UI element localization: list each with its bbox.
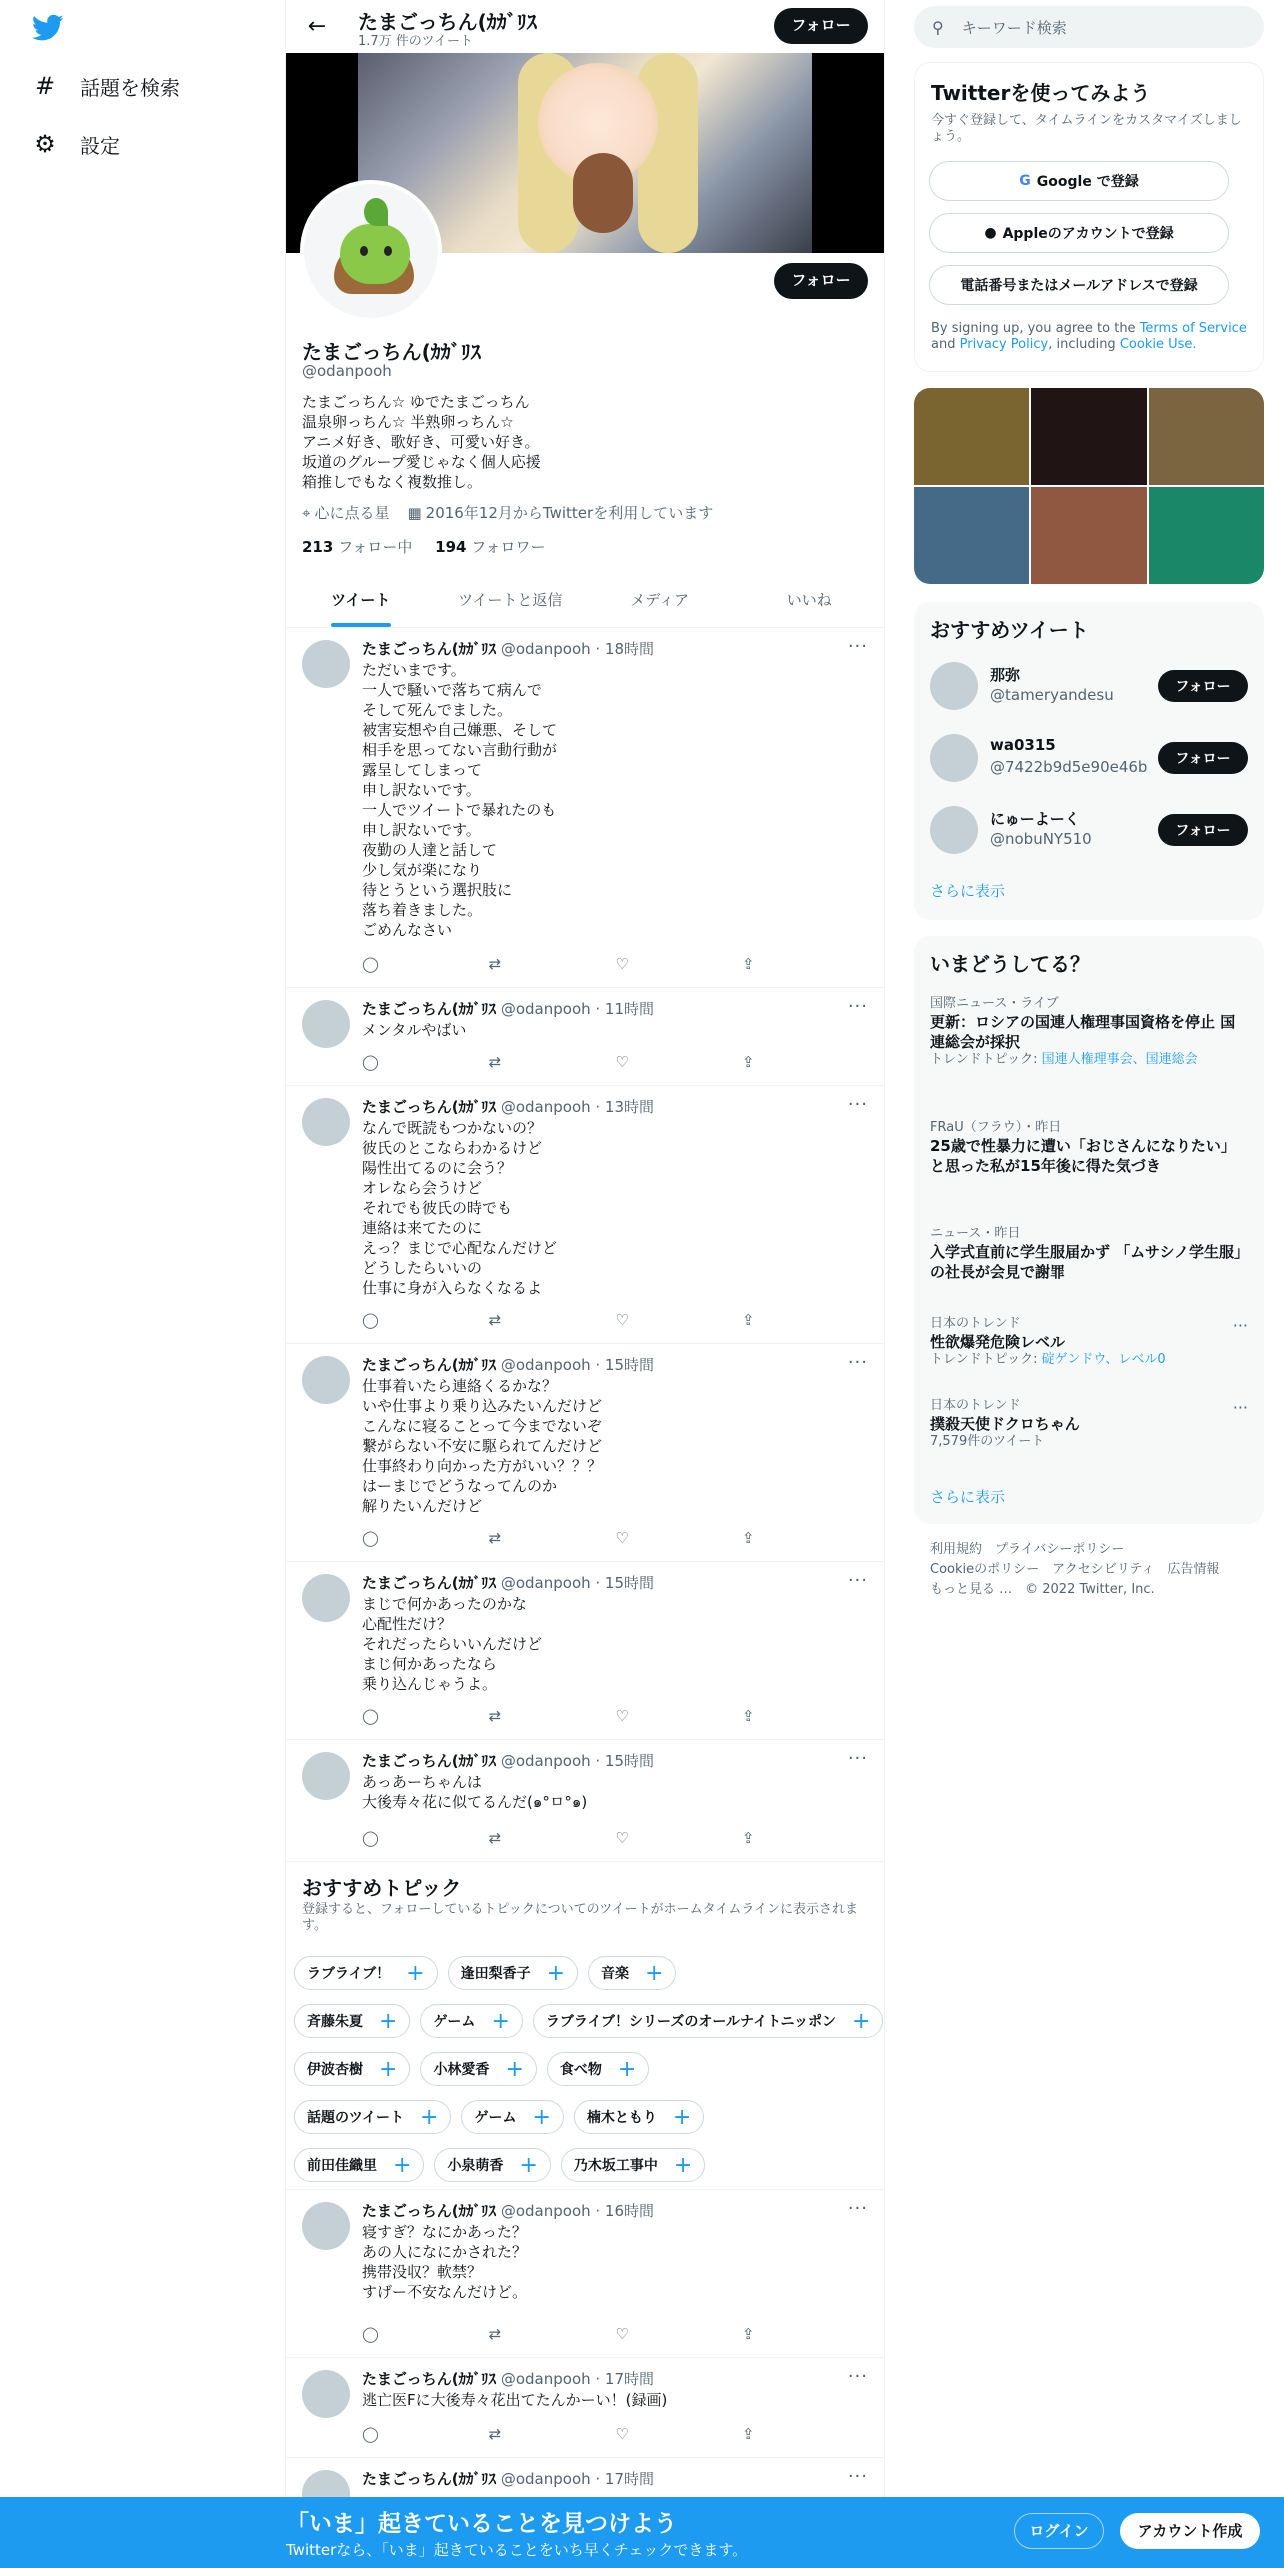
trend-item[interactable] — [930, 1398, 1248, 1450]
trend-topic-link[interactable]: 碇ゲンドウ、レベル0 — [1041, 1352, 1166, 1367]
footer-links — [930, 1540, 1250, 1600]
tweet-avatar[interactable] — [302, 640, 350, 688]
share-icon[interactable]: ⇪ — [741, 2325, 755, 2343]
follow-button[interactable]: フォロー — [1158, 670, 1248, 702]
search-box[interactable] — [914, 6, 1264, 48]
retweet-icon[interactable]: ⇄ — [488, 1529, 502, 1547]
tweet[interactable] — [286, 2190, 884, 2358]
like-icon[interactable]: ♡ — [615, 1529, 629, 1547]
tweet-meta: @odanpooh · 18時間 — [500, 640, 655, 658]
retweet-icon[interactable]: ⇄ — [488, 2425, 502, 2443]
plus-icon[interactable]: + — [519, 2152, 538, 2178]
topic-label: 前田佳織里 — [307, 2158, 377, 2174]
phone-signup-button[interactable] — [929, 265, 1229, 305]
tweet-author-name[interactable]: たまごっちん(ｶｶﾞﾘｽ — [362, 2370, 497, 2388]
topic-label: 小泉萌香 — [447, 2158, 504, 2174]
recommended-user[interactable] — [930, 658, 1248, 714]
trend-category: ニュース・昨日 — [930, 1226, 1021, 1241]
tweet-text: 寝すぎ？なにかあった？ あの人になにかされた？ 携帯没収？軟禁？ すげー不安なんだけど。 — [362, 2223, 528, 2301]
trend-item[interactable] — [930, 1316, 1248, 1368]
main-column — [285, 0, 885, 2568]
user-handle: @7422b9d5e90e46b — [990, 758, 1148, 776]
topic-label: 話題のツイート — [307, 2110, 405, 2126]
tweet-author-name[interactable]: たまごっちん(ｶｶﾞﾘｽ — [362, 1000, 497, 1018]
retweet-icon[interactable]: ⇄ — [488, 2325, 502, 2343]
tweet[interactable] — [286, 1562, 884, 1740]
login-button[interactable]: ログイン — [1014, 2513, 1104, 2549]
tweet-avatar[interactable] — [302, 1098, 350, 1146]
tweet-header — [362, 1572, 654, 1593]
back-arrow-icon[interactable]: ← — [307, 14, 327, 39]
trend-subtitle — [930, 1052, 1248, 1068]
plus-icon[interactable]: + — [532, 2104, 551, 2130]
nav-settings[interactable] — [32, 124, 120, 164]
reply-icon[interactable]: ◯ — [362, 1053, 379, 1071]
search-icon: ⚲ — [932, 17, 944, 37]
tweet-author-name[interactable]: たまごっちん(ｶｶﾞﾘｽ — [362, 2470, 497, 2488]
tweet-actions — [362, 2324, 802, 2344]
like-icon[interactable]: ♡ — [615, 2325, 629, 2343]
tweet[interactable] — [286, 1086, 884, 1344]
like-icon[interactable]: ♡ — [615, 1053, 629, 1071]
tweet-meta: @odanpooh · 13時間 — [500, 1098, 655, 1116]
plus-icon[interactable]: + — [645, 1960, 664, 1986]
trend-title[interactable]: 25歳で性暴力に遭い「おじさんになりたい」と思った私が15年後に得た気づき — [930, 1137, 1236, 1175]
recommended-users-card — [914, 602, 1264, 920]
topic-chip[interactable] — [461, 2100, 563, 2134]
footer-line-2[interactable]: Cookieのポリシー アクセシビリティ 広告情報 — [930, 1562, 1220, 1577]
reply-icon[interactable]: ◯ — [362, 1707, 379, 1725]
trend-tweet-count: 7,579件のツイート — [930, 1434, 1045, 1449]
trend-sub-prefix: トレンドトピック: — [930, 1352, 1042, 1367]
trend-item[interactable] — [930, 996, 1248, 1068]
user-avatar[interactable] — [930, 806, 978, 854]
topic-row — [294, 2004, 884, 2038]
tweet-author-name[interactable]: たまごっちん(ｶｶﾞﾘｽ — [362, 2202, 497, 2220]
trend-item[interactable] — [930, 1226, 1248, 1282]
like-icon[interactable]: ♡ — [615, 1311, 629, 1329]
trend-title[interactable]: 撲殺天使ドクロちゃん — [930, 1415, 1080, 1433]
header-tweet-count: 1.7万 件のツイート — [358, 34, 473, 49]
plus-icon[interactable]: + — [505, 2056, 524, 2082]
phone-signup-label: 電話番号またはメールアドレスで登録 — [960, 278, 1198, 294]
media-thumbnail[interactable] — [1031, 487, 1146, 584]
more-options-icon[interactable]: ··· — [847, 2198, 868, 2219]
twitter-logo-icon[interactable] — [32, 14, 64, 42]
following-link[interactable] — [302, 538, 412, 556]
tweet-text: なんで既読もつかないの？ 彼氏のとこならわかるけど 陽性出てるのに会う？ オレなら会うけど それでも彼氏の時でも 連絡は来てたのに えっ？まじで心配なんだけど どうしたらいいの 仕事に身が入らなくなるよ — [362, 1119, 558, 1297]
plus-icon[interactable]: + — [546, 1960, 566, 1986]
profile-stats — [302, 536, 546, 557]
legal-including: , including — [1048, 337, 1116, 352]
topic-chip[interactable] — [574, 2100, 704, 2134]
media-thumbnail[interactable] — [914, 487, 1029, 584]
topic-label: 斉藤朱夏 — [307, 2014, 363, 2030]
more-options-icon[interactable]: ··· — [847, 1352, 868, 1373]
share-icon[interactable]: ⇪ — [741, 1829, 755, 1847]
tweet-header — [362, 1750, 654, 1771]
topic-label: 音楽 — [601, 1966, 630, 1982]
cookie-link[interactable]: Cookie Use. — [1119, 337, 1197, 352]
reply-icon[interactable]: ◯ — [362, 1311, 379, 1329]
topic-chip[interactable] — [294, 2004, 410, 2038]
more-options-icon[interactable]: ··· — [847, 2466, 868, 2487]
topic-chip[interactable] — [294, 1956, 438, 1990]
plus-icon[interactable]: + — [617, 2056, 637, 2082]
tweet-header — [362, 998, 654, 1019]
trends-more-link[interactable]: さらに表示 — [930, 1488, 1006, 1506]
topic-row — [294, 1956, 686, 1990]
nav-explore[interactable] — [32, 66, 180, 106]
location-pin-icon: ⌖ — [302, 503, 311, 522]
recommended-topics — [286, 1862, 884, 2190]
tweet-avatar[interactable] — [302, 2202, 350, 2250]
retweet-icon[interactable]: ⇄ — [488, 1311, 502, 1329]
plus-icon[interactable]: + — [406, 1960, 425, 1986]
more-options-icon[interactable]: ··· — [847, 1570, 868, 1591]
tweet[interactable] — [286, 988, 884, 1086]
tweet-author-name[interactable]: たまごっちん(ｶｶﾞﾘｽ — [362, 1752, 497, 1770]
header-follow-button[interactable]: フォロー — [774, 8, 868, 44]
tweet-header — [362, 1096, 654, 1117]
topic-chip[interactable] — [588, 1956, 676, 1990]
tweet-author-name[interactable]: たまごっちん(ｶｶﾞﾘｽ — [362, 1356, 497, 1374]
reply-icon[interactable]: ◯ — [362, 955, 379, 973]
signup-title: Twitterを使ってみよう — [931, 81, 1151, 105]
plus-icon[interactable]: + — [851, 2008, 871, 2034]
media-grid — [914, 388, 1264, 584]
topic-label: 逢田梨香子 — [460, 1966, 531, 1982]
share-icon[interactable]: ⇪ — [741, 955, 755, 973]
topic-chip[interactable] — [420, 2052, 536, 2086]
tweet-meta: @odanpooh · 17時間 — [500, 2470, 655, 2488]
topics-subtitle: 登録すると、フォローしているトピックについてのツイートがホームタイムラインに表示されます。 — [302, 1902, 859, 1933]
google-icon: G — [1019, 173, 1031, 189]
recommended-more-link[interactable]: さらに表示 — [930, 882, 1006, 900]
tweet-actions — [362, 954, 802, 974]
topic-row — [294, 2148, 715, 2182]
trend-subtitle — [930, 1352, 1248, 1368]
like-icon[interactable]: ♡ — [615, 1707, 629, 1725]
terms-link[interactable]: Terms of Service — [1139, 321, 1247, 336]
tweet-text: メンタルやばい — [362, 1021, 467, 1039]
plus-icon[interactable]: + — [379, 2008, 398, 2034]
media-thumbnail[interactable] — [1149, 388, 1264, 485]
reply-icon[interactable]: ◯ — [362, 1529, 379, 1547]
google-signup-button[interactable] — [929, 161, 1229, 201]
plus-icon[interactable]: + — [379, 2056, 398, 2082]
topic-label: 乃木坂工事中 — [573, 2158, 658, 2174]
apple-icon: ● — [984, 225, 997, 241]
tweet[interactable] — [286, 2358, 884, 2458]
like-icon[interactable]: ♡ — [615, 1829, 629, 1847]
google-signup-label: Google で登録 — [1036, 174, 1139, 190]
recommended-title: おすすめツイート — [930, 618, 1089, 642]
more-options-icon[interactable]: ··· — [847, 636, 868, 657]
tweet-actions — [362, 1706, 802, 1726]
topic-chip[interactable] — [533, 2004, 884, 2038]
more-options-icon[interactable]: ··· — [847, 1748, 868, 1769]
retweet-icon[interactable]: ⇄ — [488, 1053, 502, 1071]
plus-icon[interactable]: + — [672, 2104, 692, 2130]
nav-settings-label: 設定 — [80, 133, 120, 158]
bottom-bar-title: 「いま」起きていることを見つけよう — [286, 2511, 677, 2537]
apple-signup-button[interactable] — [929, 213, 1229, 253]
more-options-icon[interactable]: ··· — [847, 2366, 868, 2387]
tweet[interactable] — [286, 1344, 884, 1562]
tweet-header — [362, 2468, 654, 2489]
topic-chip[interactable] — [448, 1956, 578, 1990]
trend-sub-prefix: トレンドトピック: — [930, 1052, 1042, 1067]
recommended-user[interactable] — [930, 802, 1248, 858]
tweet-meta: @odanpooh · 15時間 — [500, 1752, 655, 1770]
tweet-avatar[interactable] — [302, 2370, 350, 2418]
tweet[interactable] — [286, 628, 884, 988]
tweet-text: あっあーちゃんは 大後寿々花に似てるんだ(๑°ㅁ°๑) — [362, 1773, 588, 1811]
trend-title[interactable]: 入学式直前に学生服届かず 「ムサシノ学生服」の社長が会見で謝罪 — [930, 1243, 1242, 1281]
user-handle: @tameryandesu — [990, 686, 1114, 704]
user-name[interactable]: wa0315 — [990, 736, 1056, 754]
signup-card — [914, 62, 1264, 372]
more-options-icon[interactable]: ··· — [847, 1094, 868, 1115]
tab-tweets[interactable]: ツイート — [286, 574, 436, 627]
header-name: たまごっちん(ｶｶﾞﾘｽ — [358, 10, 537, 34]
trends-card — [914, 936, 1264, 1524]
tweet-actions — [362, 1310, 802, 1330]
plus-icon[interactable]: + — [491, 2008, 510, 2034]
tweet-avatar[interactable] — [302, 1000, 350, 1048]
trend-title[interactable]: 更新：ロシアの国連人権理事国資格を停止 国連総会が採択 — [930, 1013, 1236, 1051]
trend-category: 国際ニュース・ライブ — [930, 996, 1059, 1011]
topic-label: 楠木ともり — [586, 2110, 657, 2126]
user-name[interactable]: にゅーよーく — [990, 810, 1080, 828]
user-handle: @nobuNY510 — [990, 830, 1092, 848]
profile-tabs — [286, 574, 884, 628]
create-account-button[interactable]: アカウント作成 — [1120, 2513, 1260, 2549]
topic-label: ゲーム — [474, 2110, 517, 2126]
topic-row — [294, 2052, 659, 2086]
topic-row — [294, 2100, 714, 2134]
topic-chip[interactable] — [294, 2100, 451, 2134]
retweet-icon[interactable]: ⇄ — [488, 1829, 502, 1847]
tweet-meta: @odanpooh · 15時間 — [500, 1356, 655, 1374]
reply-icon[interactable]: ◯ — [362, 2425, 379, 2443]
tweet-actions — [362, 1528, 802, 1548]
hashtag-icon: # — [34, 72, 56, 100]
follow-button[interactable]: フォロー — [1158, 814, 1248, 846]
signup-bottom-bar — [0, 2497, 1284, 2568]
tweet-actions — [362, 1052, 802, 1072]
profile-meta — [302, 502, 717, 523]
share-icon[interactable]: ⇪ — [741, 1311, 755, 1329]
followers-count: 194 — [435, 538, 467, 556]
trend-category: 日本のトレンド — [930, 1398, 1021, 1413]
media-thumbnail[interactable] — [1149, 487, 1264, 584]
topic-label: ラブライブ！シリーズのオールナイトニッポン — [545, 2014, 836, 2030]
trend-title[interactable]: 性欲爆発危険レベル — [930, 1333, 1066, 1351]
tweet-actions — [362, 2424, 802, 2444]
like-icon[interactable]: ♡ — [615, 2425, 629, 2443]
footer-line-1[interactable]: 利用規約 プライバシーポリシー — [930, 1542, 1125, 1557]
tweet-author-name[interactable]: たまごっちん(ｶｶﾞﾘｽ — [362, 640, 497, 658]
tweet-meta: @odanpooh · 11時間 — [500, 1000, 655, 1018]
share-icon[interactable]: ⇪ — [741, 2425, 755, 2443]
tweet-header — [362, 2200, 654, 2221]
trend-item[interactable] — [930, 1120, 1248, 1176]
followers-link[interactable] — [435, 538, 545, 556]
retweet-icon[interactable]: ⇄ — [488, 955, 502, 973]
privacy-link[interactable]: Privacy Policy — [959, 337, 1049, 352]
user-avatar[interactable] — [930, 734, 978, 782]
signup-subtitle: 今すぐ登録して、タイムラインをカスタマイズしましょう。 — [931, 113, 1242, 144]
tweet-avatar[interactable] — [302, 1356, 350, 1404]
tweet-header — [362, 638, 654, 659]
topic-label: ゲーム — [433, 2014, 476, 2030]
profile-bio: たまごっちん☆ ゆでたまごっちん 温泉卵っちん☆ 半熟卵っちん☆ アニメ好き、歌好き、可愛い好き。 坂道のグループ愛じゃなく個人応援 箱推しでもなく複数推し。 — [302, 393, 541, 491]
more-options-icon[interactable]: ··· — [1232, 1316, 1248, 1335]
reply-icon[interactable]: ◯ — [362, 1829, 379, 1847]
tweet-meta: @odanpooh · 16時間 — [500, 2202, 655, 2220]
trends-title: いまどうしてる？ — [930, 952, 1090, 976]
plus-icon[interactable]: + — [420, 2104, 439, 2130]
apple-signup-label: Appleのアカウントで登録 — [1002, 226, 1174, 242]
tweet-author-name[interactable]: たまごっちん(ｶｶﾞﾘｽ — [362, 1098, 497, 1116]
legal-and: and — [931, 337, 956, 352]
topic-chip[interactable] — [294, 2052, 410, 2086]
topic-label: 伊波杏樹 — [307, 2062, 363, 2078]
tweet-text: まじで何かあったのかな 心配性だけ？ それだったらいいんだけど まじ何かあったなら 乗り込んじゃうよ。 — [362, 1595, 543, 1693]
share-icon[interactable]: ⇪ — [741, 1053, 755, 1071]
topic-chip[interactable] — [420, 2004, 522, 2038]
footer-line-3[interactable]: もっと見る … © 2022 Twitter, Inc. — [930, 1582, 1155, 1597]
gear-icon: ⚙ — [34, 130, 56, 158]
tweet-meta: @odanpooh · 15時間 — [500, 1574, 655, 1592]
topic-chip[interactable] — [547, 2052, 649, 2086]
topic-chip[interactable] — [561, 2148, 705, 2182]
nav-explore-label: 話題を検索 — [80, 75, 180, 100]
signup-legal — [931, 321, 1251, 353]
tweet-text: 逃亡医Fに大後寿々花出てたんかーい！(録画) — [362, 2391, 668, 2409]
plus-icon[interactable]: + — [393, 2152, 412, 2178]
tweet-header — [362, 2368, 654, 2389]
media-thumbnail[interactable] — [1031, 388, 1146, 485]
bottom-bar-subtitle: Twitterなら、「いま」起きていることをいち早くチェックできます。 — [286, 2541, 748, 2559]
like-icon[interactable]: ♡ — [615, 955, 629, 973]
calendar-icon: ▦ — [407, 503, 422, 522]
follow-button[interactable]: フォロー — [1158, 742, 1248, 774]
share-icon[interactable]: ⇪ — [741, 1529, 755, 1547]
media-thumbnail[interactable] — [914, 388, 1029, 485]
following-count: 213 — [302, 538, 334, 556]
tab-likes[interactable]: いいね — [786, 591, 832, 609]
recommended-user[interactable] — [930, 730, 1248, 786]
tweet-actions — [362, 1828, 802, 1848]
retweet-icon[interactable]: ⇄ — [488, 1707, 502, 1725]
profile-handle: @odanpooh — [302, 362, 392, 380]
reply-icon[interactable]: ◯ — [362, 2325, 379, 2343]
tab-media[interactable]: メディア — [630, 591, 690, 609]
left-nav — [0, 0, 286, 2568]
tweet-header — [362, 1354, 654, 1375]
topic-label: ラブライブ！ — [307, 1966, 391, 1982]
trend-category: FRaU（フラウ）・昨日 — [930, 1120, 1062, 1135]
following-label: フォロー中 — [338, 538, 413, 556]
tweet-text: 仕事着いたら連絡くるかな？ いや仕事より乗り込みたいんだけど こんなに寝ることって今までないぞ 繋がらない不安に駆られてんだけど 仕事終わり向かった方がいい？？？ はーまじでどうなってんのか 解りたいんだけど — [362, 1377, 603, 1515]
tweet-author-name[interactable]: たまごっちん(ｶｶﾞﾘｽ — [362, 1574, 497, 1592]
profile-location: 心に点る星 — [314, 504, 390, 522]
followers-label: フォロワー — [471, 538, 546, 556]
topic-label: 小林愛香 — [433, 2062, 490, 2078]
more-options-icon[interactable]: ··· — [1232, 1398, 1248, 1417]
topics-title: おすすめトピック — [302, 1876, 462, 1900]
topic-chip[interactable] — [434, 2148, 550, 2182]
tweet-text: ただいまです。 一人で騒いで落ちて病んで そして死んでました。 被害妄想や自己嫌悪、そして 相手を思ってない言動行動が 露呈してしまって 申し訳ないです。 一人でツイートで暴れたのも 申し訳ないです。 夜勤の人達と話して 少し気が楽になり 待とうという選択肢に 落ち着きました。 ごめんなさい — [362, 661, 558, 939]
plus-icon[interactable]: + — [673, 2152, 693, 2178]
tweet-avatar[interactable] — [302, 1752, 350, 1800]
tweet-meta: @odanpooh · 17時間 — [500, 2370, 655, 2388]
profile-name: たまごっちん(ｶｶﾞﾘｽ — [302, 340, 481, 364]
topic-label: 食べ物 — [559, 2062, 602, 2078]
profile-follow-button[interactable]: フォロー — [774, 263, 868, 299]
more-options-icon[interactable]: ··· — [847, 996, 868, 1017]
share-icon[interactable]: ⇪ — [741, 1707, 755, 1725]
profile-avatar[interactable] — [300, 180, 442, 322]
legal-pre: By signing up, you agree to the — [931, 321, 1136, 336]
trend-topic-link[interactable]: 国連人権理事会、国連総会 — [1041, 1052, 1198, 1067]
user-avatar[interactable] — [930, 662, 978, 710]
tab-tweets-replies[interactable]: ツイートと返信 — [458, 591, 563, 609]
topic-chip[interactable] — [294, 2148, 424, 2182]
tweet[interactable] — [286, 1740, 884, 1862]
search-input[interactable]: キーワード検索 — [961, 18, 1067, 37]
tweet-avatar[interactable] — [302, 1574, 350, 1622]
profile-joined: 2016年12月からTwitterを利用しています — [425, 504, 714, 522]
trend-category: 日本のトレンド — [930, 1316, 1021, 1331]
user-name[interactable]: 那弥 — [990, 666, 1021, 684]
profile-header-bar — [286, 0, 884, 53]
